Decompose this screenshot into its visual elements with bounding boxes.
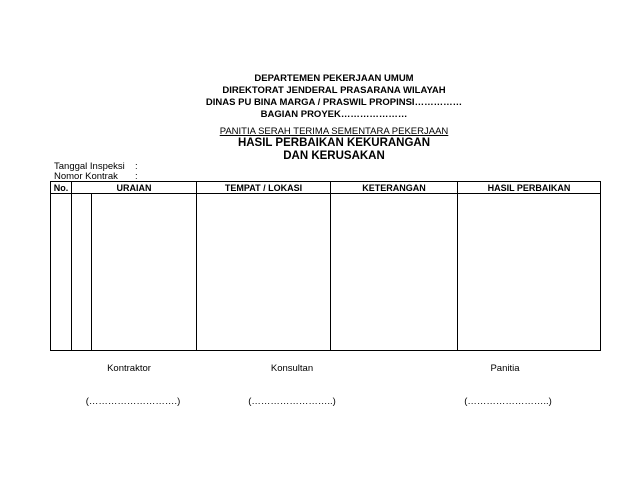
col-header-hasil-perbaikan: HASIL PERBAIKAN: [458, 182, 601, 194]
table-row: [51, 194, 601, 351]
document-title-line-1: HASIL PERBAIKAN KEKURANGAN: [237, 137, 431, 149]
konsultan-label: Konsultan: [270, 363, 314, 374]
inner-divider-line: [91, 194, 92, 350]
konsultan-signature-line: (……………………..): [248, 396, 336, 407]
header-line-4: BAGIAN PROYEK…………………: [260, 109, 408, 120]
header-line-1: DEPARTEMEN PEKERJAAN UMUM: [254, 73, 414, 84]
col-header-no: No.: [51, 182, 72, 194]
cell-tempat-lokasi: [197, 194, 331, 351]
cell-hasil-perbaikan: [458, 194, 601, 351]
col-header-uraian: URAIAN: [72, 182, 197, 194]
panitia-label: Panitia: [490, 363, 520, 374]
table-header-row: [51, 182, 601, 194]
document-title-line-2: DAN KERUSAKAN: [283, 150, 385, 162]
col-header-keterangan: KETERANGAN: [331, 182, 458, 194]
nomor-kontrak-label: Nomor Kontrak: [54, 171, 118, 182]
header-line-3: DINAS PU BINA MARGA / PRASWIL PROPINSI……………: [205, 97, 463, 108]
kontraktor-signature-line: (……………………….): [85, 396, 181, 407]
committee-subtitle: PANITIA SERAH TERIMA SEMENTARA PEKERJAAN: [219, 126, 449, 137]
tanggal-inspeksi-colon: :: [135, 161, 138, 172]
col-header-tempat-lokasi: TEMPAT / LOKASI: [197, 182, 331, 194]
tanggal-inspeksi-label: Tanggal Inspeksi: [54, 161, 125, 172]
inspection-table: [50, 181, 601, 351]
panitia-signature-line: (……………………..): [464, 396, 552, 407]
header-line-2: DIREKTORAT JENDERAL PRASARANA WILAYAH: [222, 85, 446, 96]
kontraktor-label: Kontraktor: [107, 363, 151, 374]
nomor-kontrak-colon: :: [135, 171, 138, 182]
cell-uraian: [72, 194, 197, 351]
cell-keterangan: [331, 194, 458, 351]
cell-no: [51, 194, 72, 351]
